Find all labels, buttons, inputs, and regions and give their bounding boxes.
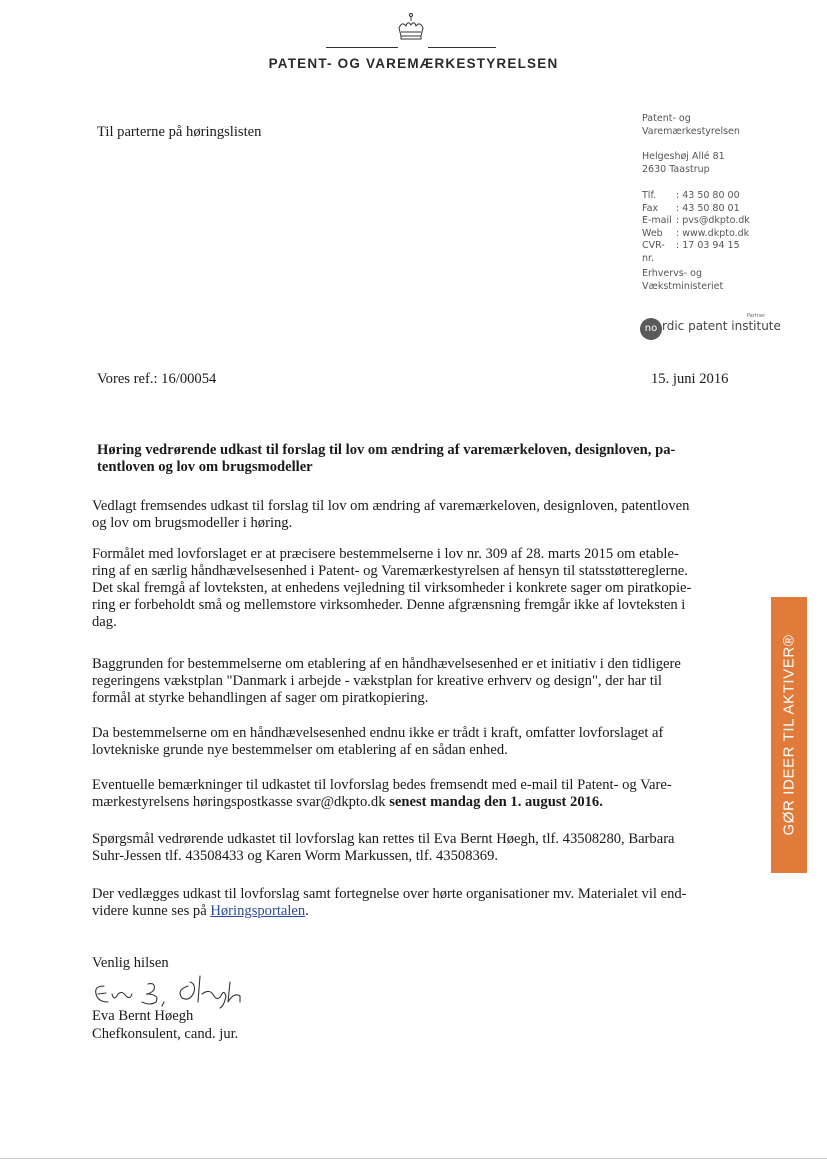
recipient: Til parterne på høringslisten [97,124,262,140]
reference-number: Vores ref.: 16/00054 [97,371,217,387]
paragraph-intro [92,498,732,532]
contact-value: : www.dkpto.dk [676,227,750,239]
signer-title: Chefkonsulent, cand. jur. [92,1026,239,1042]
header-rule-left [326,47,398,48]
contact-row-email [642,215,792,228]
paragraph-line: Spørgsmål vedrørende udkastet til lovforslag kan rettes til Eva Bernt Høegh, tlf. 43508280, Barbara [92,831,675,847]
contact-label: CVR-nr. [642,240,665,264]
contact-row-fax [642,203,792,216]
contact-value: : pvs@dkpto.dk [676,215,750,226]
agency-name [0,56,827,71]
sidebar-address [642,151,782,176]
sidebar-org-line2: Varemærkestyrelsen [642,125,740,137]
paragraph-line: dag. [92,614,117,630]
paragraph-contacts [92,831,732,865]
contact-row-cvr [642,240,792,265]
paragraph-background [92,656,732,707]
paragraph-attachments [92,886,732,920]
subject-line: tentloven og lov om brugsmodeller [97,459,313,475]
paragraph-line: lovtekniske grunde nye bestemmelser om etablering af en sådan enhed. [92,742,508,758]
letter-subject [97,442,717,476]
subject-line: Høring vedrørende udkast til forslag til lov om ændring af varemærkeloven, designloven, pa- [97,442,676,458]
contact-value: : 17 03 94 15 [676,240,740,251]
paragraph-line [92,903,732,920]
paragraph-line: ring af en særlig håndhævelsesenhed i Patent- og Varemærkestyrelsen af hensyn til statsstøttereglerne. [92,563,688,579]
sidebar-org-line1: Patent- og [642,113,691,124]
deadline-prefix: mærkestyrelsens høringspostkasse svar@dkpto.dk [92,794,390,810]
sidebar-ministry [642,268,782,293]
paragraph-deadline [92,777,732,811]
contact-label: E-mail [642,215,672,226]
nordic-patent-institute-logo-icon: no [640,318,662,340]
sidebar-ministry-line2: Vækstministeriet [642,280,724,292]
contact-row-phone [642,190,792,203]
paragraph-line: Der vedlægges udkast til lovforslag samt fortegnelse over hørte organisationer mv. Materialet vil end- [92,886,687,902]
crown-logo-icon [394,12,428,44]
paragraph-line [92,794,732,811]
paragraph-line: Vedlagt fremsendes udkast til forslag til lov om ændring af varemærkeloven, designloven, patentloven [92,498,690,514]
paragraph-line: formål at styrke behandlingen af sager om piratkopiering. [92,690,429,706]
greeting: Venlig hilsen [92,955,169,971]
ideas-to-assets-tab[interactable] [771,597,807,873]
page-bottom-edge [0,1158,827,1159]
partner-name: rdic patent institute [662,319,781,333]
contact-value: : 43 50 80 00 [676,190,740,201]
sidebar-contacts [642,190,792,265]
paragraph-line: regeringens vækstplan "Danmark i arbejde - vækstplan for kreative erhverv og design", der har til [92,673,662,689]
paragraph-line: og lov om brugsmodeller i høring. [92,515,293,531]
paragraph-line: Suhr-Jessen tlf. 43508433 og Karen Worm Markussen, tlf. 43508369. [92,848,499,864]
contact-label: Web [642,227,663,239]
side-tab-label: GØR IDEER TIL AKTIVER® [780,634,798,836]
paragraph-line: Det skal fremgå af lovteksten, at enhedens vejledning til virksomheder i konkrete sager om piratkopie- [92,580,692,596]
letter-date: 15. juni 2016 [651,371,729,387]
contact-value: : 43 50 80 01 [676,202,740,214]
header-rule-right [428,47,496,48]
attachments-prefix: videre kunne ses på [92,903,211,919]
paragraph-line: Formålet med lovforslaget er at præcisere bestemmelserne i lov nr. 309 af 28. marts 2015 om etable- [92,546,679,562]
sidebar-address-line1: Helgeshøj Allé 81 [642,151,725,162]
sidebar-org [642,113,782,138]
paragraph-line: Eventuelle bemærkninger til udkastet til lovforslag bedes fremsendt med e-mail til Patent- og Vare- [92,777,672,793]
contact-row-web [642,228,792,241]
agency-name-text: PATENT- OG VAREMÆRKESTYRELSEN [268,56,559,71]
paragraph-status [92,725,732,759]
sidebar-ministry-line1: Erhvervs- og [642,268,702,279]
paragraph-purpose [92,546,732,631]
attachments-suffix: . [305,903,309,919]
horingsportalen-link[interactable]: Høringsportalen [210,903,306,919]
paragraph-line: Da bestemmelserne om en håndhævelsesenhed endnu ikke er trådt i kraft, omfatter lovforslaget af [92,725,664,741]
signer-name: Eva Bernt Høegh [92,1008,194,1024]
contact-label: Fax [642,202,659,214]
deadline-date: senest mandag den 1. august 2016. [389,794,603,810]
paragraph-line: Baggrunden for bestemmelserne om etablering af en håndhævelsesenhed er et initiativ i den tidligere [92,656,681,672]
paragraph-line: ring er forbeholdt små og mellemstore virksomheder. Denne afgrænsning fremgår ikke af lovteksten i [92,597,686,613]
contact-label: Tlf. [642,190,657,201]
sidebar-address-line2: 2630 Taastrup [642,163,710,175]
partner-label: Partner [747,313,766,319]
